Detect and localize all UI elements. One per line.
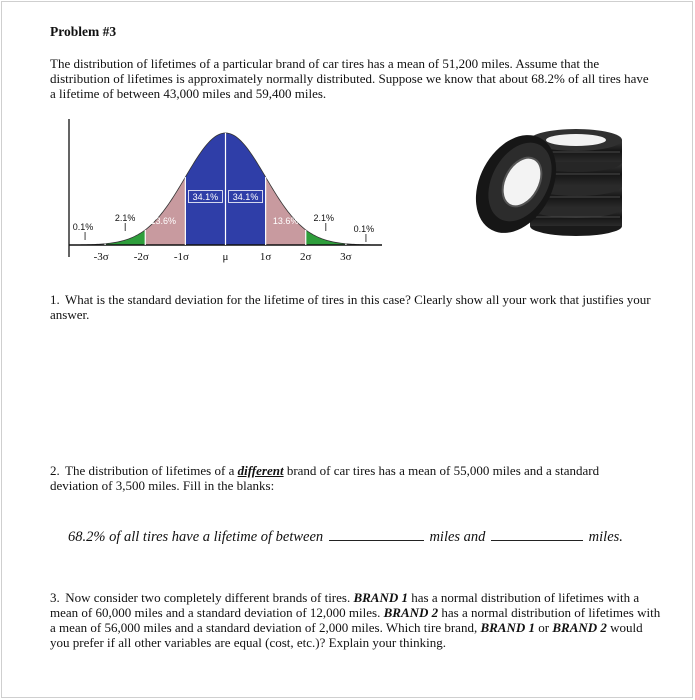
problem-intro: The distribution of lifetimes of a particular brand of car tires has a mean of 51,200 miles. Assume that the distribution of lifetimes is approximately normally distributed. Suppose we know that about 68.2% of all tires have a lifetime of between 43,000 miles and 59,400 miles. xyxy=(50,56,649,101)
sigma-tick-label: -2σ xyxy=(133,251,149,263)
question-1-text: What is the standard deviation for the lifetime of tires in this case? Clearly show all your work that justifies your answer. xyxy=(50,292,651,322)
percent-label: 34.1% xyxy=(192,192,219,202)
sigma-tick-label: -3σ xyxy=(93,251,109,263)
question-1-number: 1. xyxy=(50,292,60,307)
sigma-tick-label: 2σ xyxy=(300,251,312,263)
blank-lower-bound[interactable] xyxy=(329,526,424,541)
brand-1-label-second: BRAND 1 xyxy=(480,620,536,635)
percent-label: 0.1% xyxy=(72,222,94,232)
normal-distribution-chart xyxy=(64,117,394,267)
sigma-tick-label: -1σ xyxy=(173,251,189,263)
question-2 xyxy=(50,463,650,493)
brand-2-label: BRAND 2 xyxy=(383,605,439,620)
sigma-dividers xyxy=(105,133,346,245)
sigma-tick-label: 3σ xyxy=(340,251,352,263)
brand-2-label-second: BRAND 2 xyxy=(552,620,607,635)
question-3-number: 3. xyxy=(50,590,60,605)
fill-in-sentence xyxy=(68,526,623,546)
blank-upper-bound[interactable] xyxy=(491,526,583,541)
question-3 xyxy=(50,590,662,650)
question-3-p3: has a normal distribution of lifetimes with a mean of 56,000 miles and a standard deviation of 2,000 miles. Which tire brand, xyxy=(50,605,661,635)
percent-label: 34.1% xyxy=(232,192,259,202)
percent-label: 13.6% xyxy=(150,216,177,226)
percent-label: 2.1% xyxy=(313,213,335,223)
fill-end: miles. xyxy=(588,529,623,545)
question-2-emphasis: different xyxy=(237,463,284,478)
sigma-tick-labels xyxy=(94,251,352,263)
sigma-tick-label: 1σ xyxy=(259,251,272,263)
percent-label: 13.6% xyxy=(272,216,299,226)
question-2-text-before: The distribution of lifetimes of a xyxy=(65,463,238,478)
percent-label: 0.1% xyxy=(353,224,375,234)
percent-label: 2.1% xyxy=(114,213,136,223)
question-3-p2: has a normal distribution of lifetimes with a mean of 60,000 miles and a standard deviation of 12,000 miles. xyxy=(50,590,640,620)
chart-region-3 xyxy=(185,133,225,245)
question-2-number: 2. xyxy=(50,463,60,478)
question-3-p4: or xyxy=(535,620,553,635)
worksheet-page xyxy=(1,1,693,698)
question-3-p5: would you prefer if all other variables are equal (cost, etc.)? Explain your thinking. xyxy=(50,620,643,650)
question-3-p1: Now consider two completely different brands of tires. xyxy=(65,590,354,605)
problem-title: Problem #3 xyxy=(50,24,117,39)
fill-middle: miles and xyxy=(429,529,486,545)
brand-1-label: BRAND 1 xyxy=(353,590,409,605)
chart-region-4 xyxy=(226,133,266,245)
tire-stack-icon xyxy=(464,122,644,254)
question-1 xyxy=(50,292,660,322)
sigma-tick-label: μ xyxy=(222,251,229,263)
question-2-text-after: brand of car tires has a mean of 55,000 miles and a standard deviation of 3,500 miles. Fill in the blanks: xyxy=(50,463,600,493)
fill-lead: 68.2% of all tires have a lifetime of between xyxy=(68,529,324,545)
